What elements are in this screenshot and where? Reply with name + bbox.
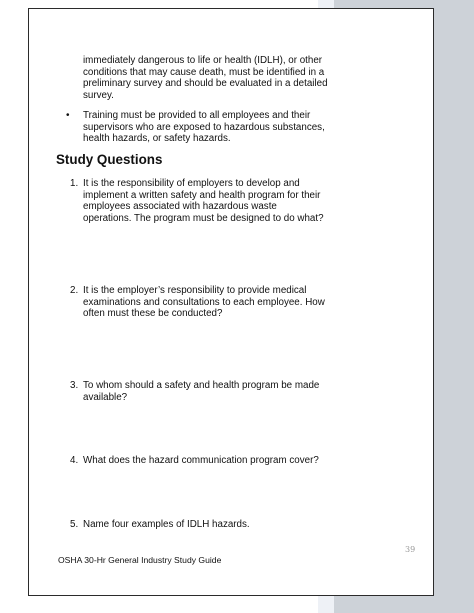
study-question-5 [70, 519, 328, 531]
question-number: 4. [70, 455, 79, 466]
study-question-3 [70, 380, 328, 403]
page-number: 39 [405, 545, 416, 554]
study-question-1 [70, 178, 328, 224]
question-text: It is the employer’s responsibility to provide medical examinations and consultations to each employee. How often must these be conducted? [83, 285, 325, 320]
question-number: 1. [70, 178, 79, 189]
question-text: To whom should a safety and health program be made available? [83, 380, 320, 403]
question-number: 2. [70, 285, 79, 296]
bullet-text: Training must be provided to all employees and their supervisors who are exposed to hazardous substances, health hazards, or safety hazards. [83, 110, 325, 145]
training-bullet [66, 110, 328, 145]
question-number: 3. [70, 380, 79, 391]
study-question-2 [70, 285, 328, 320]
question-text: What does the hazard communication program cover? [83, 455, 319, 466]
section-title: Study Questions [56, 152, 163, 167]
question-number: 5. [70, 519, 79, 530]
question-text: Name four examples of IDLH hazards. [83, 519, 250, 530]
bullet-icon: • [66, 110, 70, 121]
continuation-paragraph: immediately dangerous to life or health (IDLH), or other conditions that may cause death, must be identified in a preliminary survey and should be evaluated in a detailed survey. [83, 55, 328, 101]
footer-title: OSHA 30-Hr General Industry Study Guide [58, 555, 222, 565]
study-question-4 [70, 455, 328, 467]
question-text: It is the responsibility of employers to develop and implement a written safety and health program for their employees associated with hazardous waste operations. The program must be designed to do what? [83, 178, 324, 224]
